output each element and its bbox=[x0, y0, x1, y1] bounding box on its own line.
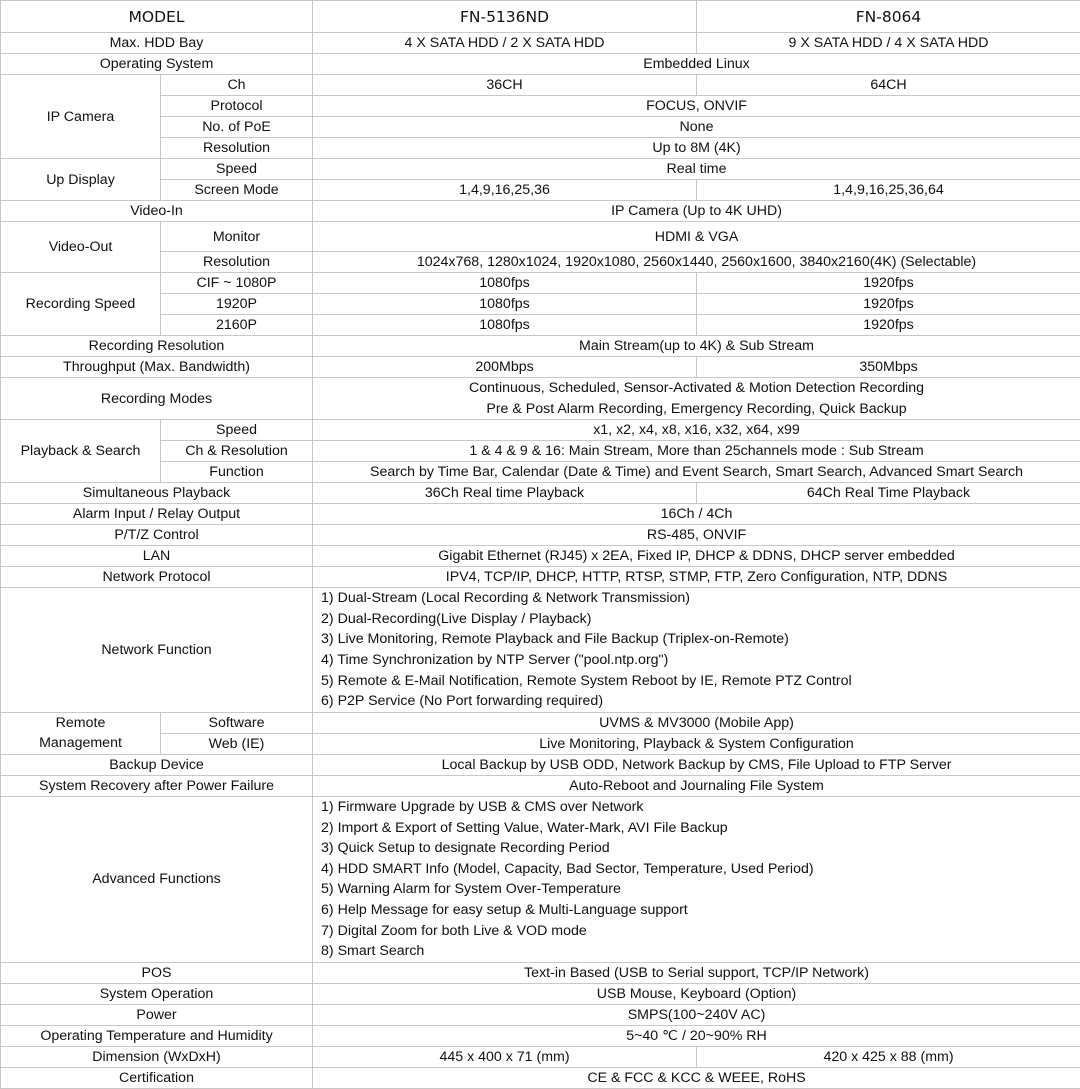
table-row bbox=[1, 962, 1080, 983]
table-row bbox=[1, 222, 1080, 252]
row-label: Network Protocol bbox=[1, 567, 313, 588]
table-row bbox=[1, 201, 1080, 222]
table-row bbox=[1, 294, 1080, 315]
table-row bbox=[1, 378, 1080, 420]
header-row bbox=[1, 1, 1080, 33]
sub-label: Speed bbox=[161, 420, 313, 441]
cell-value: 1,4,9,16,25,36,64 bbox=[697, 180, 1080, 201]
cell-value: None bbox=[313, 117, 1080, 138]
cell-value: 5~40 ℃ / 20~90% RH bbox=[313, 1025, 1080, 1046]
table-row bbox=[1, 588, 1080, 713]
sub-label: 2160P bbox=[161, 315, 313, 336]
row-label: POS bbox=[1, 962, 313, 983]
row-label: Backup Device bbox=[1, 754, 313, 775]
remote-label-line: Management bbox=[5, 733, 156, 754]
sub-label: Protocol bbox=[161, 96, 313, 117]
cell-value: 9 X SATA HDD / 4 X SATA HDD bbox=[697, 33, 1080, 54]
table-row bbox=[1, 273, 1080, 294]
table-row bbox=[1, 1046, 1080, 1067]
cell-value: Auto-Reboot and Journaling File System bbox=[313, 775, 1080, 796]
list-item: 3) Live Monitoring, Remote Playback and File Backup (Triplex-on-Remote) bbox=[321, 629, 1076, 650]
table-row bbox=[1, 1067, 1080, 1088]
table-row bbox=[1, 462, 1080, 483]
table-row bbox=[1, 712, 1080, 733]
cell-value: 4 X SATA HDD / 2 X SATA HDD bbox=[313, 33, 697, 54]
row-label: LAN bbox=[1, 546, 313, 567]
cell-value: UVMS & MV3000 (Mobile App) bbox=[313, 712, 1080, 733]
table-row bbox=[1, 483, 1080, 504]
remote-label-line: Remote bbox=[5, 713, 156, 734]
list-item: 4) HDD SMART Info (Model, Capacity, Bad Sector, Temperature, Used Period) bbox=[321, 859, 1076, 880]
sub-label: Monitor bbox=[161, 222, 313, 252]
cell-value: 64CH bbox=[697, 75, 1080, 96]
cell-value: 200Mbps bbox=[313, 357, 697, 378]
model-1-header: FN-5136ND bbox=[313, 1, 697, 33]
list-item: 3) Quick Setup to designate Recording Period bbox=[321, 838, 1076, 859]
row-label: Simultaneous Playback bbox=[1, 483, 313, 504]
cell-value: Gigabit Ethernet (RJ45) x 2EA, Fixed IP, DHCP & DDNS, DHCP server embedded bbox=[313, 546, 1080, 567]
table-row bbox=[1, 117, 1080, 138]
cell-value: RS-485, ONVIF bbox=[313, 525, 1080, 546]
cell-value: IPV4, TCP/IP, DHCP, HTTP, RTSP, STMP, FTP, Zero Configuration, NTP, DDNS bbox=[313, 567, 1080, 588]
table-row bbox=[1, 567, 1080, 588]
list-item: 4) Time Synchronization by NTP Server ("pool.ntp.org") bbox=[321, 650, 1076, 671]
sub-label: Function bbox=[161, 462, 313, 483]
row-label: Throughput (Max. Bandwidth) bbox=[1, 357, 313, 378]
model-header: MODEL bbox=[1, 1, 313, 33]
table-row bbox=[1, 336, 1080, 357]
table-row bbox=[1, 75, 1080, 96]
cell-value: FOCUS, ONVIF bbox=[313, 96, 1080, 117]
sub-label: Speed bbox=[161, 159, 313, 180]
recording-mode-line: Continuous, Scheduled, Sensor-Activated & Motion Detection Recording bbox=[317, 378, 1076, 399]
sub-label: Web (IE) bbox=[161, 733, 313, 754]
sub-label: No. of PoE bbox=[161, 117, 313, 138]
list-item: 5) Warning Alarm for System Over-Temperature bbox=[321, 879, 1076, 900]
table-row bbox=[1, 1004, 1080, 1025]
row-label: Dimension (WxDxH) bbox=[1, 1046, 313, 1067]
row-label: Certification bbox=[1, 1067, 313, 1088]
row-label: Recording Resolution bbox=[1, 336, 313, 357]
cell-value: Search by Time Bar, Calendar (Date & Time) and Event Search, Smart Search, Advanced Smart Search bbox=[313, 462, 1080, 483]
cell-value: 420 x 425 x 88 (mm) bbox=[697, 1046, 1080, 1067]
group-label: Playback & Search bbox=[1, 420, 161, 483]
cell-value: 16Ch / 4Ch bbox=[313, 504, 1080, 525]
network-function-list bbox=[313, 588, 1080, 713]
cell-value: Text-in Based (USB to Serial support, TCP/IP Network) bbox=[313, 962, 1080, 983]
group-label: Recording Speed bbox=[1, 273, 161, 336]
list-item: 8) Smart Search bbox=[321, 941, 1076, 962]
table-row bbox=[1, 775, 1080, 796]
cell-value: 350Mbps bbox=[697, 357, 1080, 378]
table-row bbox=[1, 525, 1080, 546]
group-label: Up Display bbox=[1, 159, 161, 201]
table-row bbox=[1, 983, 1080, 1004]
row-label: Advanced Functions bbox=[1, 796, 313, 962]
sub-label: Resolution bbox=[161, 138, 313, 159]
cell-value: 445 x 400 x 71 (mm) bbox=[313, 1046, 697, 1067]
cell-value: 1080fps bbox=[313, 294, 697, 315]
row-label: Power bbox=[1, 1004, 313, 1025]
row-label: Video-In bbox=[1, 201, 313, 222]
row-label: Operating Temperature and Humidity bbox=[1, 1025, 313, 1046]
group-label: Video-Out bbox=[1, 222, 161, 273]
cell-value: Up to 8M (4K) bbox=[313, 138, 1080, 159]
group-label: IP Camera bbox=[1, 75, 161, 159]
table-row bbox=[1, 315, 1080, 336]
cell-value: SMPS(100~240V AC) bbox=[313, 1004, 1080, 1025]
row-label: P/T/Z Control bbox=[1, 525, 313, 546]
recording-mode-line: Pre & Post Alarm Recording, Emergency Recording, Quick Backup bbox=[317, 399, 1076, 420]
advanced-function-list bbox=[313, 796, 1080, 962]
sub-label: Ch & Resolution bbox=[161, 441, 313, 462]
cell-value: 1024x768, 1280x1024, 1920x1080, 2560x1440, 2560x1600, 3840x2160(4K) (Selectable) bbox=[313, 252, 1080, 273]
table-row bbox=[1, 733, 1080, 754]
table-row bbox=[1, 796, 1080, 962]
cell-value: CE & FCC & KCC & WEEE, RoHS bbox=[313, 1067, 1080, 1088]
list-item: 2) Dual-Recording(Live Display / Playback) bbox=[321, 609, 1076, 630]
sub-label: CIF ~ 1080P bbox=[161, 273, 313, 294]
list-item: 7) Digital Zoom for both Live & VOD mode bbox=[321, 921, 1076, 942]
cell-value: USB Mouse, Keyboard (Option) bbox=[313, 983, 1080, 1004]
row-label: System Operation bbox=[1, 983, 313, 1004]
row-label: Network Function bbox=[1, 588, 313, 713]
table-row bbox=[1, 754, 1080, 775]
cell-value: Main Stream(up to 4K) & Sub Stream bbox=[313, 336, 1080, 357]
list-item: 1) Dual-Stream (Local Recording & Network Transmission) bbox=[321, 588, 1076, 609]
sub-label: Ch bbox=[161, 75, 313, 96]
table-row bbox=[1, 546, 1080, 567]
table-row bbox=[1, 420, 1080, 441]
table-row bbox=[1, 159, 1080, 180]
sub-label: 1920P bbox=[161, 294, 313, 315]
cell-value: x1, x2, x4, x8, x16, x32, x64, x99 bbox=[313, 420, 1080, 441]
row-label: Recording Modes bbox=[1, 378, 313, 420]
sub-label: Screen Mode bbox=[161, 180, 313, 201]
cell-value: 36Ch Real time Playback bbox=[313, 483, 697, 504]
cell-value bbox=[313, 378, 1080, 420]
table-row bbox=[1, 504, 1080, 525]
table-row bbox=[1, 357, 1080, 378]
table-row bbox=[1, 33, 1080, 54]
cell-value: Live Monitoring, Playback & System Configuration bbox=[313, 733, 1080, 754]
list-item: 5) Remote & E-Mail Notification, Remote System Reboot by IE, Remote PTZ Control bbox=[321, 671, 1076, 692]
table-row bbox=[1, 441, 1080, 462]
cell-value: 1080fps bbox=[313, 315, 697, 336]
cell-value: Embedded Linux bbox=[313, 54, 1080, 75]
table-row bbox=[1, 180, 1080, 201]
model-2-header: FN-8064 bbox=[697, 1, 1080, 33]
sub-label: Resolution bbox=[161, 252, 313, 273]
sub-label: Software bbox=[161, 712, 313, 733]
row-label: Operating System bbox=[1, 54, 313, 75]
row-label: Max. HDD Bay bbox=[1, 33, 313, 54]
cell-value: 1920fps bbox=[697, 273, 1080, 294]
row-label: Alarm Input / Relay Output bbox=[1, 504, 313, 525]
list-item: 6) P2P Service (No Port forwarding required) bbox=[321, 691, 1076, 712]
table-row bbox=[1, 96, 1080, 117]
cell-value: 36CH bbox=[313, 75, 697, 96]
row-label: System Recovery after Power Failure bbox=[1, 775, 313, 796]
group-label bbox=[1, 712, 161, 754]
list-item: 1) Firmware Upgrade by USB & CMS over Network bbox=[321, 797, 1076, 818]
list-item: 2) Import & Export of Setting Value, Water-Mark, AVI File Backup bbox=[321, 818, 1076, 839]
cell-value: Local Backup by USB ODD, Network Backup by CMS, File Upload to FTP Server bbox=[313, 754, 1080, 775]
table-row bbox=[1, 138, 1080, 159]
cell-value: IP Camera (Up to 4K UHD) bbox=[313, 201, 1080, 222]
cell-value: 64Ch Real Time Playback bbox=[697, 483, 1080, 504]
table-row bbox=[1, 252, 1080, 273]
table-row bbox=[1, 54, 1080, 75]
cell-value: 1080fps bbox=[313, 273, 697, 294]
cell-value: Real time bbox=[313, 159, 1080, 180]
table-row bbox=[1, 1025, 1080, 1046]
cell-value: 1920fps bbox=[697, 294, 1080, 315]
list-item: 6) Help Message for easy setup & Multi-Language support bbox=[321, 900, 1076, 921]
cell-value: 1920fps bbox=[697, 315, 1080, 336]
cell-value: 1 & 4 & 9 & 16: Main Stream, More than 25channels mode : Sub Stream bbox=[313, 441, 1080, 462]
cell-value: HDMI & VGA bbox=[313, 222, 1080, 252]
cell-value: 1,4,9,16,25,36 bbox=[313, 180, 697, 201]
